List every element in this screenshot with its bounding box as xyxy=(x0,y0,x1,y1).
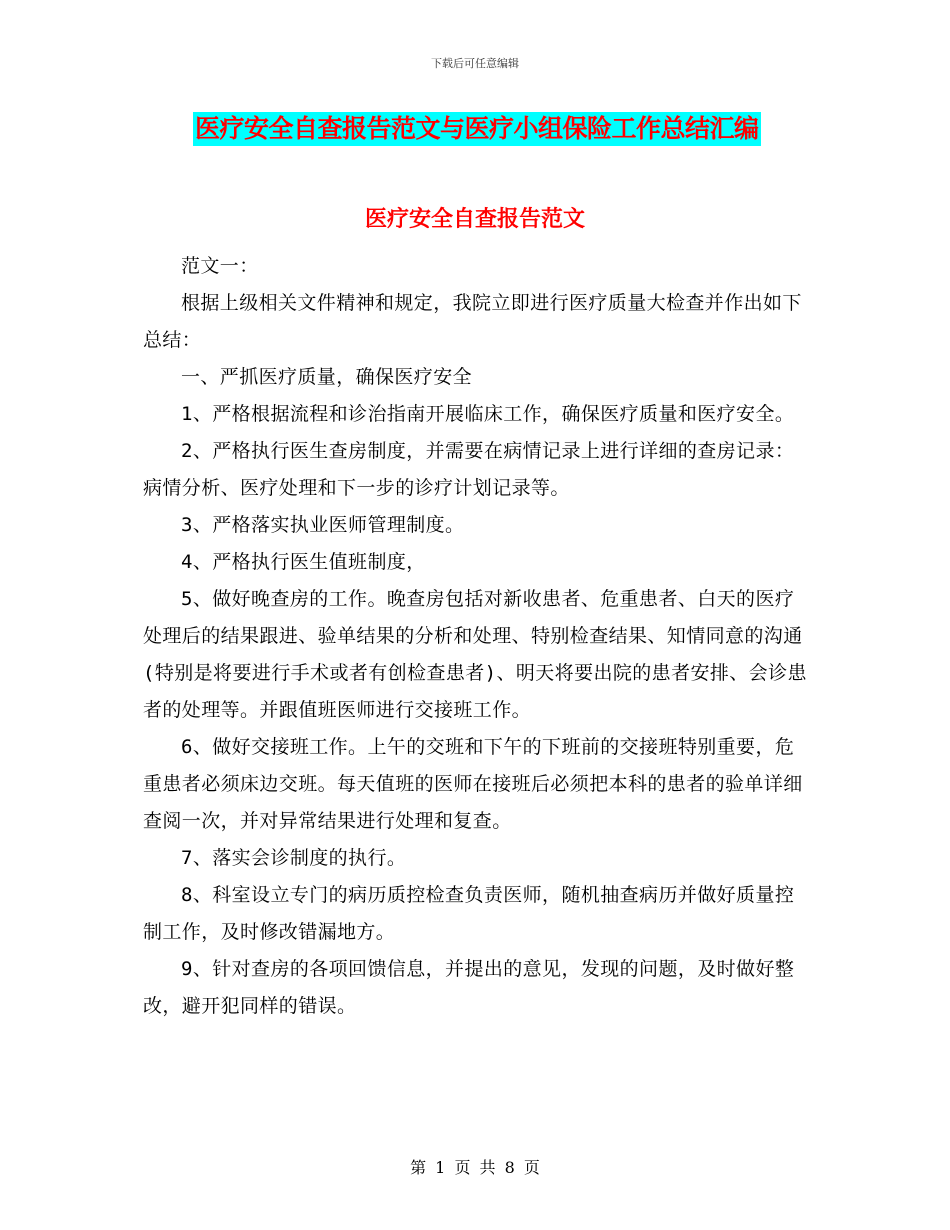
section-title: 医疗安全自查报告范文 xyxy=(364,206,585,232)
paragraph: 1、严格根据流程和诊治指南开展临床工作，确保医疗质量和医疗安全。 xyxy=(181,403,795,425)
paragraph: 7、落实会诊制度的执行。 xyxy=(181,847,407,869)
paragraph: 5、做好晚查房的工作。晚查房包括对新收患者、危重患者、白天的医疗处理后的结果跟进、验单结果的分析和处理、特别检查结果、知情同意的沟通(特别是将要进行手术或者有创检查患者)、明天将要出院的患者安排、会诊患者的处理等。并跟值班医师进行交接班工作。 xyxy=(143,588,807,721)
paragraph: 9、针对查房的各项回馈信息，并提出的意见，发现的问题，及时做好整改，避开犯同样的错误。 xyxy=(143,958,795,1017)
paragraph: 一、严抓医疗质量，确保医疗安全 xyxy=(181,366,473,388)
paragraph: 根据上级相关文件精神和规定，我院立即进行医疗质量大检查并作出如下总结： xyxy=(143,292,802,351)
paragraph: 2、严格执行医生查房制度，并需要在病情记录上进行详细的查房记录：病情分析、医疗处理和下一步的诊疗计划记录等。 xyxy=(143,440,795,499)
paragraph: 3、严格落实执业医师管理制度。 xyxy=(181,514,465,536)
paragraph: 4、严格执行医生值班制度， xyxy=(181,551,426,573)
paragraph: 范文一： xyxy=(181,255,259,277)
page-footer: 第 1 页 共 8 页 xyxy=(410,1158,540,1177)
paragraph: 6、做好交接班工作。上午的交班和下午的下班前的交接班特别重要，危重患者必须床边交班。每天值班的医师在接班后必须把本科的患者的验单详细查阅一次，并对异常结果进行处理和复查。 xyxy=(143,736,803,832)
main-title: 医疗安全自查报告范文与医疗小组保险工作总结汇编 xyxy=(193,112,761,146)
body-text xyxy=(143,248,807,1025)
paragraph: 8、科室设立专门的病历质控检查负责医师，随机抽查病历并做好质量控制工作，及时修改错漏地方。 xyxy=(143,884,795,943)
header-note: 下载后可任意编辑 xyxy=(431,57,519,70)
